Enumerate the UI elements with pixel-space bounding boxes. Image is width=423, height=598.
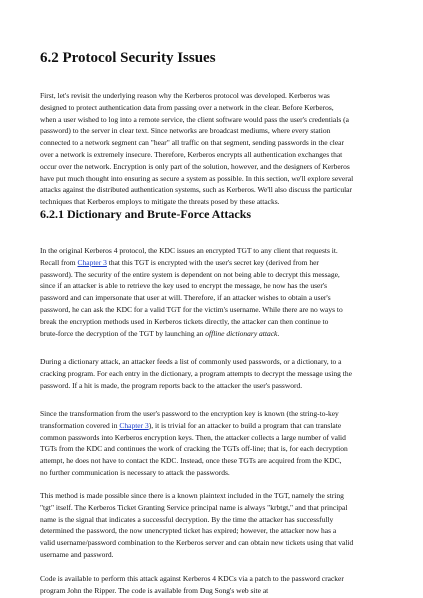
text-line: password and can impersonate that user at will. Therefore, if an attacker wishes to obtain a user's: [40, 293, 331, 303]
text-line: "tgt" itself. The Kerberos Ticket Granting Service principal name is always "krbtgt," and that principal: [40, 502, 348, 512]
text-segment: brute-force the decryption of the TGT by launching an: [40, 328, 206, 338]
text-line: common passwords into Kerberos encryption keys. Then, the attacker collects a large number of valid: [40, 432, 346, 442]
paragraph-dictionary: [40, 356, 385, 391]
text-line: over a network is extremely insecure. Therefore, Kerberos encrypts all authentication exchanges that: [40, 149, 343, 159]
text-line: Code is available to perform this attack against Kerberos 4 KDCs via a patch to the password cracker: [40, 574, 344, 583]
text-line: Since the transformation from the user's password to the encryption key is known (the string-to-key: [40, 409, 339, 418]
paragraph-intro: [40, 90, 385, 208]
text-line: have put much thought into ensuring as secure a system as possible. In this section, we'll explore several: [40, 173, 354, 183]
paragraph-plaintext: [40, 490, 385, 561]
text-segment: Recall from: [40, 257, 78, 267]
text-line: break the encryption methods used in Kerberos tickets directly, the attacker can then continue to: [40, 316, 329, 326]
emphasis-term: offline dictionary attack: [205, 328, 278, 338]
text-line: attacks against the distributed authentication systems, such as Kerberos. We'll also discuss the particular: [40, 185, 352, 195]
page-title: 6.2 Protocol Security Issues: [40, 50, 216, 66]
text-line: program John the Ripper. The code is available from Dug Song's web site at: [40, 585, 269, 595]
text-segment: ), it is trivial for an attacker to build a program that can translate: [148, 420, 342, 430]
text-line: password) to the server in clear text. Since networks are broadcast mediums, where every station: [40, 126, 331, 136]
text-line: since if an attacker is able to retrieve the key used to encrypt the message, he now has the user's: [40, 281, 328, 291]
text-segment: that this TGT is encrypted with the user's secret key (derived from her: [106, 257, 319, 267]
text-line: designed to protect authentication data from passing over a network in the clear. Before Kerberos,: [40, 102, 334, 112]
text-segment: .: [277, 328, 280, 338]
text-line: First, let's revisit the underlying reason why the Kerberos protocol was developed. Kerberos was: [40, 91, 330, 100]
text-line: connected to a network segment can "hear" all traffic on that segment, sending passwords in the clear: [40, 138, 345, 148]
text-line: name is the signal that indicates a successful decryption. By the time the attacker has successfully: [40, 514, 334, 524]
text-line: no further communication is necessary to attack the passwords.: [40, 467, 230, 477]
chapter-3-link[interactable]: Chapter 3: [119, 420, 149, 430]
text-line: attempt, he does not have to contact the KDC. Instead, once these TGTs are acquired from the KDC,: [40, 456, 342, 466]
text-line: [40, 257, 385, 269]
text-line: In the original Kerberos 4 protocol, the KDC issues an encrypted TGT to any client that requests it.: [40, 246, 338, 255]
text-line: [40, 420, 385, 432]
text-line: password, he can ask the KDC for a valid TGT for the victim's username. While there are no ways to: [40, 304, 343, 314]
paragraph-code: [40, 573, 385, 597]
paragraph-tgt: [40, 245, 385, 339]
paragraph-transformation: [40, 408, 385, 479]
text-line: TGTs from the KDC and continues the work of cracking the TGTs off-line; that is, for each decryption: [40, 444, 348, 454]
text-line: [40, 328, 385, 340]
text-line: During a dictionary attack, an attacker feeds a list of commonly used passwords, or a dictionary, to a: [40, 357, 342, 366]
text-line: determined the password, the now unencrypted ticket has expired; however, the attacker now has a: [40, 526, 337, 536]
text-line: cracking program. For each entry in the dictionary, a program attempts to decrypt the message using the: [40, 368, 352, 378]
chapter-3-link[interactable]: Chapter 3: [77, 257, 107, 267]
text-line: valid username/password combination to the Kerberos server and can obtain new tickets using that valid: [40, 538, 354, 548]
text-line: occur over the network. Encryption is only part of the solution, however, and the designers of Kerberos: [40, 161, 350, 171]
text-line: username and password.: [40, 549, 114, 559]
text-line: password. If a hit is made, the program reports back to the attacker the user's password.: [40, 380, 303, 390]
section-title: 6.2.1 Dictionary and Brute-Force Attacks: [40, 207, 252, 221]
text-line: techniques that Kerberos employs to mitigate the threats posed by these attacks.: [40, 197, 280, 207]
text-line: password). The security of the entire system is dependent on not being able to decrypt this message,: [40, 269, 340, 279]
text-segment: transformation covered in: [40, 420, 120, 430]
text-line: This method is made possible since there is a known plaintext included in the TGT, namely the string: [40, 491, 344, 500]
text-line: when a user wished to log into a remote service, the client software would pass the user's credentials (a: [40, 114, 349, 124]
